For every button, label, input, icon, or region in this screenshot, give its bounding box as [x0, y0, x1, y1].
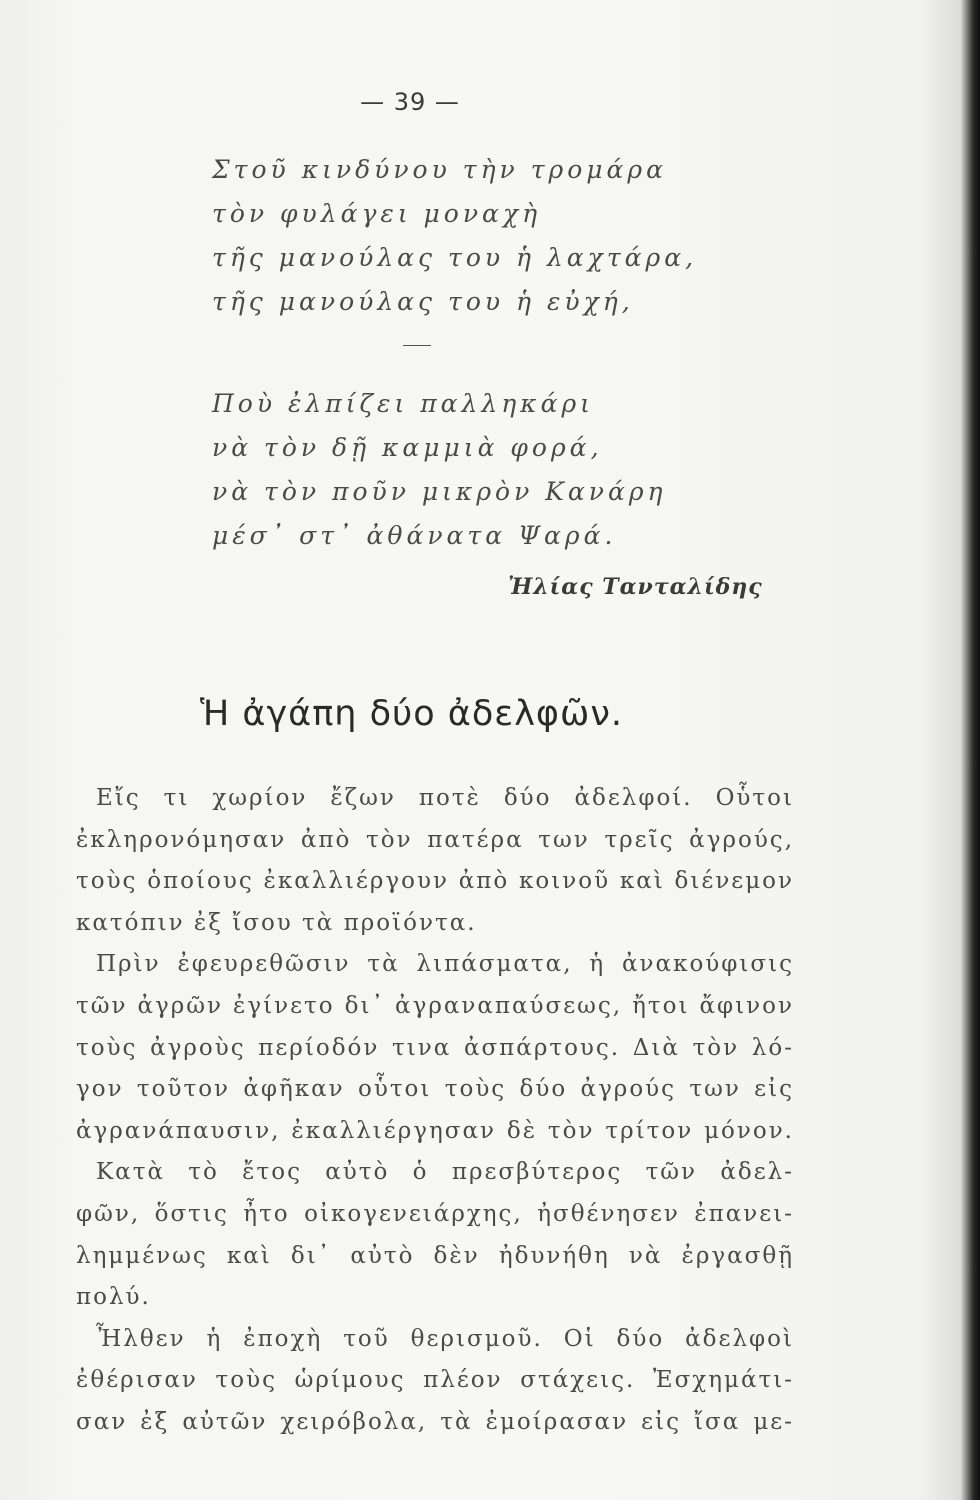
prose-line: τῶν ἀγρῶν ἐγίνετο δι᾽ ἀγραναπαύσεως, ἤτοι ἄφινον	[76, 992, 794, 1019]
prose-line: φῶν, ὅστις ἦτο οἰκογενειάρχης, ἠσθένησεν ἐπανει-	[76, 1200, 794, 1227]
prose-line: Εἴς τι χωρίον ἔζων ποτὲ δύο ἀδελφοί. Οὗτοι	[96, 785, 794, 811]
poem-line: μέσ᾽ στ᾽ ἀθάνατα Ψαρά.	[212, 521, 617, 550]
poem-stanza-2	[212, 382, 667, 558]
stanza-divider	[403, 345, 431, 346]
prose-line: Κατὰ τὸ ἔτος αὐτὸ ὁ πρεσβύτερος τῶν ἀδελ-	[96, 1159, 794, 1186]
poem-line: τὸν φυλάγει μοναχὴ	[212, 199, 542, 228]
prose-line: σαν ἐξ αὐτῶν χειρόβολα, τὰ ἐμοίρασαν εἰς ἴσα με-	[76, 1408, 794, 1435]
prose-body	[76, 778, 794, 1444]
prose-line: ἐκληρονόμησαν ἀπὸ τὸν πατέρα των τρεῖς ἀγρούς,	[76, 826, 794, 853]
poem-line: νὰ τὸν δῇ καμμιὰ φορά,	[212, 433, 603, 462]
poem-line: Ποὺ ἐλπίζει παλληκάρι	[212, 389, 594, 418]
page-number: — 39 —	[360, 88, 460, 116]
prose-line: ἀγρανάπαυσιν, ἐκαλλιέργησαν δὲ τὸν τρίτον μόνον.	[76, 1117, 794, 1144]
poem-line: νὰ τὸν ποῦν μικρὸν Κανάρη	[212, 477, 667, 506]
prose-line: λημμένως καὶ δι᾽ αὐτὸ δὲν ἠδυνήθη νὰ ἐργασθῇ	[76, 1242, 794, 1269]
prose-line: γον τοῦτον ἀφῆκαν οὗτοι τοὺς δύο ἀγρούς των εἰς	[76, 1076, 794, 1103]
prose-line: τοὺς ὁποίους ἐκαλλιέργουν ἀπὸ κοινοῦ καὶ διένεμον	[76, 868, 794, 895]
poem-stanza-1	[212, 148, 697, 324]
prose-line: Ἦλθεν ἡ ἐποχὴ τοῦ θερισμοῦ. Οἱ δύο ἀδελφοὶ	[96, 1325, 794, 1352]
prose-line: κατόπιν ἐξ ἴσου τὰ προϊόντα.	[76, 909, 477, 936]
prose-line: τοὺς ἀγροὺς περίοδόν τινα ἀσπάρτους. Διὰ τὸν λό-	[76, 1034, 794, 1061]
prose-line: Πρὶν ἐφευρεθῶσιν τὰ λιπάσματα, ἡ ἀνακούφισις	[96, 951, 794, 978]
prose-line: πολύ.	[76, 1284, 151, 1311]
poem-line: Στοῦ κινδύνου τὴν τρομάρα	[212, 155, 667, 184]
prose-line: ἐθέρισαν τοὺς ὡρίμους πλέον στάχεις. Ἐσχημάτι-	[76, 1367, 794, 1394]
poem-author: Ἠλίας Τανταλίδης	[508, 574, 763, 600]
poem-line: τῆς μανούλας του ἡ εὐχή,	[212, 287, 634, 316]
section-heading: Ἡ ἀγάπη δύο ἀδελφῶν.	[200, 694, 623, 734]
poem-line: τῆς μανούλας του ἡ λαχτάρα,	[212, 243, 698, 272]
